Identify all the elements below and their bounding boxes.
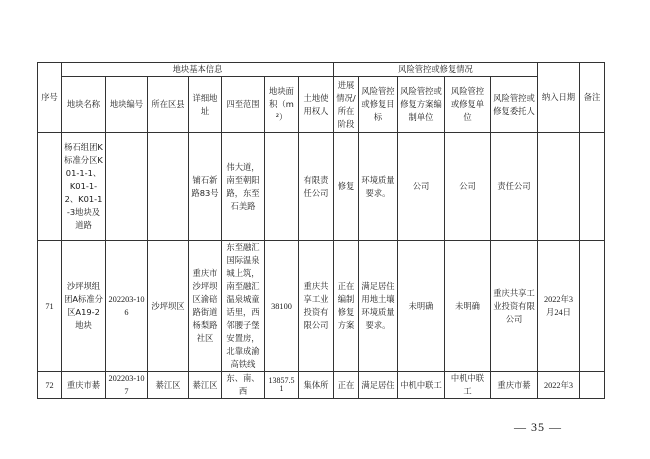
header-progress: 进展情况/所在阶段 xyxy=(334,77,359,133)
cell-plan-unit: 中机中联工 xyxy=(398,372,445,399)
cell-owner: 集体所 xyxy=(299,372,334,399)
cell-district xyxy=(148,133,189,241)
header-district: 所在区县 xyxy=(148,77,189,133)
cell-address: 铺石新路83号 xyxy=(189,133,222,241)
table-row xyxy=(38,372,605,399)
cell-name: 杨石组团K标准分区K01-1-1、K01-1-2、K01-1-3地块及道路 xyxy=(62,133,106,241)
cell-date: 2022年3月24日 xyxy=(538,241,580,372)
cell-remark xyxy=(580,372,605,399)
cell-seq xyxy=(38,133,62,241)
cell-date: 2022年3 xyxy=(538,372,580,399)
header-plan-unit: 风险管控或修复方案编制单位 xyxy=(398,77,445,133)
cell-target: 满足居住 xyxy=(359,372,398,399)
cell-address: 重庆市沙坪坝区渝碚路街道杨梨路社区 xyxy=(189,241,222,372)
header-exec-unit: 风险管控或修复单位 xyxy=(445,77,491,133)
cell-boundary: 伟大道，南至朝阳路，东至石美路 xyxy=(222,133,265,241)
cell-district: 沙坪坝区 xyxy=(148,241,189,372)
table-row xyxy=(38,241,605,372)
cell-area xyxy=(265,133,299,241)
cell-address: 綦江区 xyxy=(189,372,222,399)
cell-code xyxy=(106,133,148,241)
header-boundary: 四至范围 xyxy=(222,77,265,133)
cell-target: 满足居住用地土壤环境质量要求。 xyxy=(359,241,398,372)
cell-exec-unit: 中机中联工 xyxy=(445,372,491,399)
cell-remark xyxy=(580,241,605,372)
header-date: 纳入日期 xyxy=(538,63,580,133)
cell-district: 綦江区 xyxy=(148,372,189,399)
header-area: 地块面积（m²） xyxy=(265,77,299,133)
cell-date xyxy=(538,133,580,241)
cell-code: 202203-106 xyxy=(106,241,148,372)
cell-client: 重庆市綦 xyxy=(491,372,538,399)
cell-boundary: 东至融汇国际温泉城上筑，南至融汇温泉城童话里，西邻腰子堡安置房，北靠成渝高铁线 xyxy=(222,241,265,372)
cell-plan-unit: 公司 xyxy=(398,133,445,241)
header-basic-info: 地块基本信息 xyxy=(62,63,334,77)
cell-plan-unit: 未明确 xyxy=(398,241,445,372)
cell-name: 重庆市綦 xyxy=(62,372,106,399)
cell-area: 13857.51 xyxy=(265,372,299,399)
cell-progress: 修复 xyxy=(334,133,359,241)
cell-area: 38100 xyxy=(265,241,299,372)
table-row xyxy=(38,133,605,241)
cell-code: 202203-107 xyxy=(106,372,148,399)
cell-client: 责任公司 xyxy=(491,133,538,241)
cell-boundary: 东、南、西 xyxy=(222,372,265,399)
header-client: 风险管控或修复委托人 xyxy=(491,77,538,133)
header-remark: 备注 xyxy=(580,63,605,133)
cell-name: 沙坪坝组团A标准分区A19-2地块 xyxy=(62,241,106,372)
cell-exec-unit: 未明确 xyxy=(445,241,491,372)
cell-seq: 72 xyxy=(38,372,62,399)
header-name: 地块名称 xyxy=(62,77,106,133)
cell-progress: 正在编制修复方案 xyxy=(334,241,359,372)
page-number: — 35 — xyxy=(514,420,562,434)
header-code: 地块编号 xyxy=(106,77,148,133)
cell-exec-unit: 公司 xyxy=(445,133,491,241)
column-header-row xyxy=(38,77,605,133)
cell-seq: 71 xyxy=(38,241,62,372)
cell-target: 环境质量要求。 xyxy=(359,133,398,241)
cell-owner: 重庆共享工业投资有限公司 xyxy=(299,241,334,372)
cell-progress: 正在 xyxy=(334,372,359,399)
land-parcel-table xyxy=(37,62,605,399)
header-risk-control: 风险管控或修复情况 xyxy=(334,63,538,77)
header-owner: 土地使用权人 xyxy=(299,77,334,133)
cell-owner: 有限责任公司 xyxy=(299,133,334,241)
header-target: 风险管控或修复目标 xyxy=(359,77,398,133)
group-header-row xyxy=(38,63,605,77)
header-seq: 序号 xyxy=(38,63,62,133)
header-address: 详细地址 xyxy=(189,77,222,133)
cell-remark xyxy=(580,133,605,241)
cell-client: 重庆共享工业投资有限公司 xyxy=(491,241,538,372)
